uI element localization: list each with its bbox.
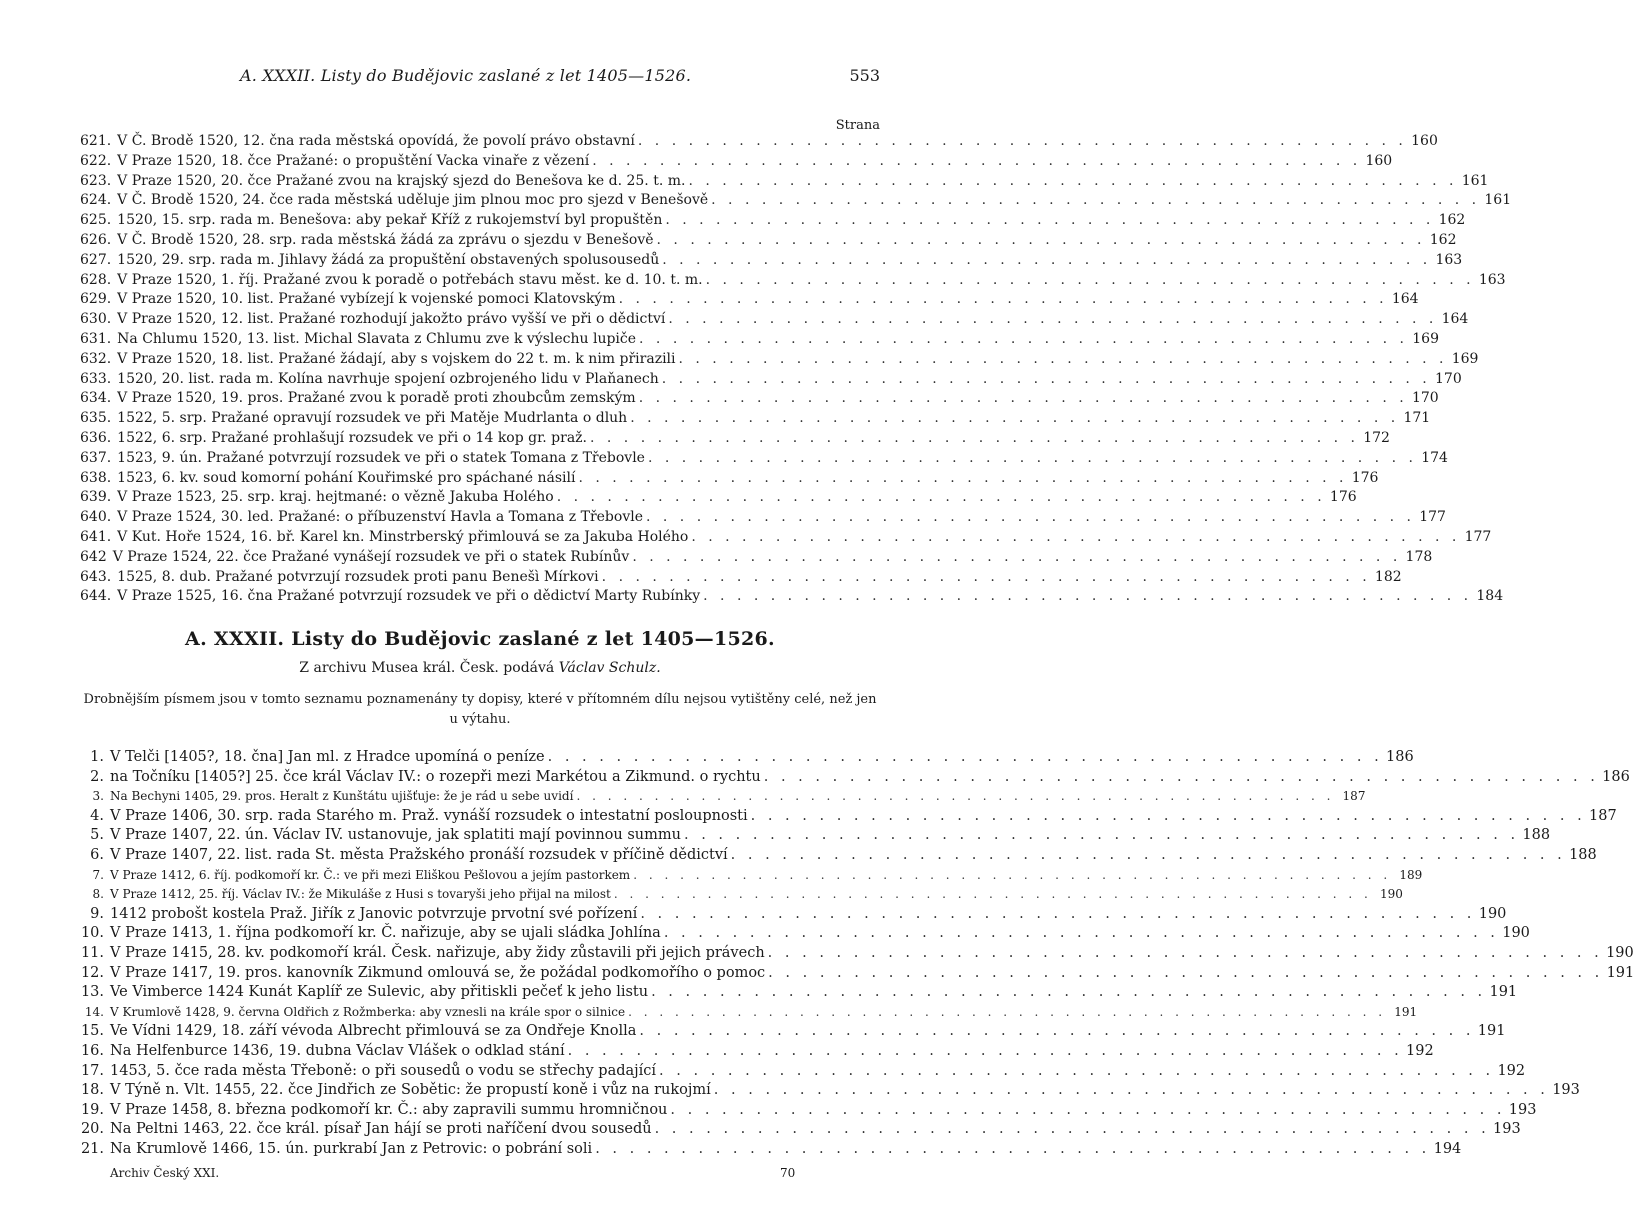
toc-entry-number: 637.	[80, 449, 112, 466]
toc-entry	[80, 172, 1489, 192]
toc-entry-page: 192	[1406, 1042, 1434, 1059]
toc-entry-text: V Č. Brodě 1520, 12. čna rada městská opovídá, že povolí právo obstavní	[117, 133, 635, 149]
leader-dots	[706, 271, 1475, 290]
toc-entry-number: 638.	[80, 469, 112, 486]
toc-entry	[80, 866, 1423, 886]
toc-entry-text: 1520, 20. list. rada m. Kolína navrhuje spojení ozbrojeného lidu v Plaňanech	[117, 370, 659, 387]
toc-entry-text: 1523, 9. ún. Pražané potvrzují rozsudek ve při o statek Tomana z Třebovle	[117, 449, 645, 466]
toc-entry-page: 162	[1438, 212, 1466, 229]
toc-entry-page: 164	[1441, 311, 1469, 328]
toc-entry-text: V Praze 1520, 1. říj. Pražané zvou k poradě o potřebách stavu měst. ke d. 10. t. m.	[117, 271, 703, 288]
toc-entry-page: 189	[1399, 867, 1423, 882]
leader-dots	[691, 528, 1460, 547]
toc-entry-text: 1453, 5. čce rada města Třeboně: o při sousedů o vodu se střechy padající	[110, 1062, 657, 1079]
toc-entry	[80, 1003, 1418, 1023]
toc-entry-page: 163	[1435, 251, 1463, 268]
toc-entry	[80, 826, 1551, 846]
toc-entry-number: 10.	[80, 925, 104, 942]
toc-entry-text: 1525, 8. dub. Pražané potvrzují rozsudek proti panu Benešì Mírkovi	[117, 568, 599, 585]
toc-entry-number: 641.	[80, 528, 112, 545]
leader-dots	[614, 885, 1372, 904]
toc-entry-text: 1522, 6. srp. Pražané prohlašují rozsudek ve při o 14 kop gr. praž.	[117, 429, 587, 446]
toc-entry-page: 161	[1484, 192, 1512, 209]
toc-entry-text: V Praze 1413, 1. října podkomoří kr. Č. nařizuje, aby se ujali sládka Johlína	[110, 925, 661, 942]
leader-dots	[557, 488, 1326, 507]
leader-dots	[679, 350, 1448, 369]
leader-dots	[768, 964, 1603, 983]
toc-entry	[80, 964, 1634, 984]
leader-dots	[592, 152, 1361, 171]
toc-entry-text: V Praze 1524, 30. led. Pražané: o příbuzenství Havla a Tomana z Třebovle	[117, 509, 643, 526]
toc-entry-number: 626.	[80, 231, 112, 248]
toc-entry-page: 188	[1522, 827, 1551, 844]
toc-entry	[80, 469, 1379, 489]
toc-entry	[80, 429, 1390, 449]
toc-entry-text: V Praze 1520, 10. list. Pražané vybízejí k vojenské pomoci Klatovským	[117, 291, 616, 308]
toc-entry	[80, 152, 1393, 172]
toc-entry-number: 624.	[80, 192, 112, 209]
toc-entry-number: 633.	[80, 370, 112, 387]
toc-entry	[80, 1140, 1462, 1160]
toc-entry-page: 193	[1508, 1101, 1537, 1118]
toc-entry-text: 1412 probošt kostela Praž. Jiřík z Janovic potvrzuje prvotní své pořízení	[110, 905, 638, 922]
footer-signature: Archiv Český XXI.	[110, 1166, 220, 1180]
toc-entry-page: 193	[1552, 1082, 1580, 1099]
toc-entry	[80, 290, 1419, 310]
leader-dots	[632, 548, 1401, 567]
toc-entry-number: 17.	[80, 1062, 104, 1079]
leader-dots	[659, 1062, 1494, 1081]
toc-entry-number: 642	[80, 548, 107, 565]
leader-dots	[688, 172, 1457, 191]
leader-dots	[668, 310, 1437, 329]
toc-entry	[80, 528, 1492, 548]
toc-entry-number: 636.	[80, 429, 112, 446]
toc-entry-text: V Praze 1520, 18. list. Pražané žádají, aby s vojskem do 22 t. m. k nim přirazili	[117, 350, 676, 367]
leader-dots	[578, 469, 1347, 488]
leader-dots	[665, 211, 1434, 230]
toc-entry	[80, 768, 1630, 788]
toc-entry-text: 1523, 6. kv. soud komorní pohání Kouřimské pro spáchané násilí	[117, 469, 576, 486]
toc-entry-text: V Praze 1412, 25. říj. Václav IV.: že Mikuláše z Husi s tovaryši jeho přijal na milost	[110, 887, 611, 902]
toc-entry-page: 191	[1489, 984, 1518, 1001]
toc-entry-number: 631.	[80, 330, 112, 347]
toc-entry-text: Na Chlumu 1520, 13. list. Michal Slavata z Chlumu zve k výslechu lupiče	[117, 330, 637, 347]
toc-entry-text: V Praze 1524, 22. čce Pražané vynášejí rozsudek ve při o statek Rubínův	[112, 548, 630, 565]
toc-entry-number: 14.	[84, 1004, 104, 1019]
toc-entry	[80, 748, 1414, 768]
toc-entry-text: V Praze 1406, 30. srp. rada Starého m. Praž. vynáší rozsudek o intestatní posloupnosti	[110, 807, 748, 824]
toc-entry-page: 182	[1374, 568, 1402, 585]
toc-entry-page: 186	[1386, 749, 1414, 765]
toc-entry-page: 160	[1411, 133, 1438, 149]
toc-entry-page: 191	[1477, 1023, 1506, 1040]
toc-entry	[80, 587, 1504, 607]
toc-entry-page: 170	[1411, 390, 1439, 407]
toc-entry-number: 4.	[90, 807, 104, 824]
toc-entry-page: 190	[1379, 887, 1403, 902]
leader-dots	[670, 1101, 1505, 1120]
section-source	[0, 660, 960, 676]
toc-entry-number: 20.	[80, 1121, 104, 1138]
toc-entry-text: 1520, 29. srp. rada m. Jihlavy žádá za propuštění obstavených spolusousedů	[117, 251, 660, 268]
toc-entry-number: 12.	[80, 964, 104, 981]
toc-entry-text: V Praze 1415, 28. kv. podkomoří král. Česk. nařizuje, aby židy zůstavili při jejich právech	[110, 944, 765, 961]
page-footer	[0, 1166, 960, 1186]
toc-entry-number: 628.	[80, 271, 112, 288]
toc-entry-number: 7.	[92, 867, 104, 882]
toc-entry	[80, 846, 1597, 866]
leader-dots	[595, 1140, 1430, 1159]
toc-entry-text: V Krumlově 1428, 9. června Oldřich z Rožmberka: aby vznesli na krále spor o silnice	[110, 1004, 626, 1019]
leader-dots	[633, 866, 1391, 885]
toc-entry-page: 190	[1478, 905, 1507, 922]
toc-entry-number: 18.	[80, 1082, 104, 1099]
leader-dots	[684, 826, 1519, 845]
leader-dots	[714, 1081, 1549, 1100]
toc-entry-number: 21.	[80, 1140, 104, 1157]
toc-entry-page: 187	[1589, 807, 1617, 824]
toc-entry-page: 191	[1394, 1004, 1418, 1019]
toc-entry-page: 163	[1478, 271, 1506, 288]
toc-entry-number: 630.	[80, 311, 112, 328]
toc-entry-number: 634.	[80, 390, 112, 407]
toc-entry-text: V Praze 1458, 8. března podkomoří kr. Č.: aby zapravili summu hromničnou	[110, 1101, 668, 1118]
toc-entry-number: 2.	[90, 768, 104, 785]
toc-entry-text: V Praze 1525, 16. čna Pražané potvrzují rozsudek ve při o dědictví Marty Rubínky	[117, 588, 701, 605]
toc-entry-text: Ve Vimberce 1424 Kunát Kaplíř ze Sulevic, aby přitiskli pečeť k jeho listu	[110, 984, 649, 1001]
toc-entry-page: 160	[1365, 152, 1393, 169]
leader-dots	[711, 191, 1480, 210]
toc-entry-number: 3.	[92, 789, 104, 804]
toc-entry-page: 176	[1329, 489, 1357, 506]
toc-entry-text: V Praze 1407, 22. ún. Václav IV. ustanovuje, jak splatiti mají povinnou summu	[110, 827, 681, 844]
toc-entry	[80, 271, 1506, 291]
toc-entry-text: V Praze 1523, 25. srp. kraj. hejtmané: o vězně Jakuba Holého	[117, 489, 554, 506]
toc-entry-page: 169	[1412, 330, 1439, 347]
toc-entry	[80, 251, 1463, 271]
toc-entry-number: 632.	[80, 350, 112, 367]
leader-dots	[646, 508, 1415, 527]
toc-entry-number: 644.	[80, 588, 112, 605]
toc-entry-page: 176	[1351, 469, 1379, 486]
source-author: Václav Schulz.	[558, 660, 661, 676]
toc-entry-number: 635.	[80, 410, 112, 427]
toc-entry	[80, 1042, 1434, 1062]
leader-dots	[639, 389, 1408, 408]
running-title: A. XXXII. Listy do Budějovic zaslané z let 1405—1526.	[240, 66, 692, 85]
toc-entry-text: V Praze 1520, 20. čce Pražané zvou na krajský sjezd do Benešova ke d. 25. t. m.	[117, 172, 686, 189]
toc-entry-page: 184	[1476, 588, 1504, 605]
toc-entry-text: V Praze 1520, 18. čce Pražané: o propuštění Vacka vinaře z vězení	[117, 152, 590, 169]
toc-entry-page: 164	[1391, 291, 1419, 308]
toc-entry	[80, 132, 1438, 152]
toc-entry-text: V Č. Brodě 1520, 24. čce rada městská uděluje jim plnou moc pro sjezd v Benešově	[117, 192, 709, 209]
leader-dots	[639, 1022, 1474, 1041]
toc-entry-text: Na Peltni 1463, 22. čce král. písař Jan hájí se proti naříčení dvou sousedů	[110, 1121, 652, 1138]
leader-dots	[651, 983, 1486, 1002]
toc-entry-text: Ve Vídni 1429, 18. září vévoda Albrecht přimlouvá se za Ondřeje Knolla	[110, 1023, 637, 1040]
toc-entry-number: 19.	[80, 1101, 104, 1118]
leader-dots	[568, 1042, 1403, 1061]
toc-entry-number: 13.	[80, 984, 104, 1001]
toc-entry	[80, 548, 1433, 568]
toc-entry-page: 193	[1493, 1121, 1521, 1138]
toc-entry-number: 627.	[80, 251, 112, 268]
toc-entry-page: 170	[1435, 370, 1462, 387]
toc-entry	[80, 1062, 1526, 1082]
leader-dots	[638, 132, 1407, 151]
toc-entry	[80, 787, 1366, 807]
leader-dots	[619, 290, 1388, 309]
leader-dots	[655, 1120, 1490, 1139]
toc-entry-text: V Praze 1417, 19. pros. kanovník Zikmund omlouvá se, že požádal podkomořího o pomoc	[110, 964, 766, 981]
toc-entry	[80, 350, 1479, 370]
toc-entry	[80, 905, 1507, 925]
toc-entry	[80, 231, 1457, 251]
leader-dots	[576, 787, 1334, 806]
source-prefix: Z archivu Musea král. Česk. podává	[299, 660, 555, 676]
toc-entry	[80, 330, 1439, 350]
toc-entry-number: 639.	[80, 489, 112, 506]
toc-entry	[80, 370, 1462, 390]
leader-dots	[764, 768, 1599, 787]
toc-entry-text: V Č. Brodě 1520, 28. srp. rada městská žádá za zprávu o sjezdu v Benešově	[117, 231, 654, 248]
toc-entry-page: 169	[1451, 350, 1479, 367]
page-column-label: Strana	[835, 118, 880, 133]
toc-entry-page: 162	[1429, 231, 1457, 248]
toc-entry	[80, 807, 1617, 827]
leader-dots	[628, 1003, 1386, 1022]
toc-entry	[80, 310, 1469, 330]
toc-entry	[80, 983, 1518, 1003]
toc-entry	[80, 1101, 1537, 1121]
toc-entry-page: 192	[1497, 1062, 1526, 1079]
toc-entry-page: 174	[1421, 449, 1448, 466]
toc-entry-text: V Praze 1520, 19. pros. Pražané zvou k poradě proti zhoubcům zemským	[117, 390, 636, 407]
toc-entry-number: 625.	[80, 212, 112, 229]
toc-entry	[80, 1120, 1521, 1140]
toc-entry	[80, 885, 1403, 905]
leader-dots	[731, 846, 1566, 865]
toc-entry-number: 8.	[92, 887, 104, 902]
leader-dots	[639, 330, 1408, 349]
leader-dots	[662, 251, 1431, 270]
toc-entry-page: 190	[1606, 944, 1634, 961]
toc-entry-text: V Týně n. Vlt. 1455, 22. čce Jindřich ze Sobětic: že propustí koně i vůz na rukojmí	[110, 1082, 711, 1099]
page-number: 553	[849, 66, 880, 85]
section-title: A. XXXII. Listy do Budějovic zaslané z let 1405—1526.	[185, 628, 775, 650]
toc-entry-page: 186	[1602, 768, 1630, 785]
toc-entry-text: V Praze 1412, 6. říj. podkomoří kr. Č.: ve při mezi Eliškou Pešlovou a jejím pastorkem	[110, 867, 631, 882]
toc-entry-page: 178	[1405, 548, 1433, 565]
leader-dots	[662, 370, 1431, 389]
toc-entry-number: 621.	[80, 133, 112, 149]
toc-entry-page: 161	[1461, 172, 1489, 189]
toc-entry-page: 172	[1363, 429, 1390, 446]
toc-entry-number: 15.	[80, 1023, 104, 1040]
toc-entry-page: 187	[1342, 789, 1366, 804]
toc-entry	[80, 1022, 1506, 1042]
toc-entry	[80, 449, 1448, 469]
toc-entry-number: 622.	[80, 152, 112, 169]
toc-entry-page: 177	[1419, 509, 1446, 526]
leader-dots	[630, 409, 1399, 428]
leader-dots	[548, 748, 1383, 767]
toc-entry	[80, 924, 1530, 944]
leader-dots	[768, 944, 1603, 963]
toc-entry-number: 643.	[80, 568, 112, 585]
toc-entry	[80, 944, 1634, 964]
toc-entry-text: V Kut. Hoře 1524, 16. bř. Karel kn. Minstrberský přimlouvá se za Jakuba Holého	[117, 528, 689, 545]
toc-entry-page: 171	[1403, 410, 1431, 427]
toc-entry-text: Na Bechyni 1405, 29. pros. Heralt z Kunštátu ujišťuje: že je rád u sebe uvidí	[110, 789, 574, 804]
footer-sheet-number: 70	[780, 1166, 796, 1180]
toc-entry-text: V Praze 1520, 12. list. Pražané rozhodují jakožto právo vyšší ve při o dědictví	[117, 311, 666, 328]
toc-entry-number: 623.	[80, 172, 112, 189]
toc-entry	[80, 389, 1439, 409]
toc-entry-number: 1.	[90, 749, 104, 765]
toc-entry-number: 5.	[90, 827, 104, 844]
toc-entry-number: 640.	[80, 509, 112, 526]
toc-entry	[80, 191, 1512, 211]
toc-entry-number: 11.	[80, 944, 104, 961]
toc-entry-text: na Točníku [1405?] 25. čce král Václav IV.: o rozepři mezi Markétou a Zikmund. o rychtu	[110, 768, 761, 785]
leader-dots	[602, 568, 1371, 587]
leader-dots	[648, 449, 1417, 468]
toc-entry-number: 6.	[90, 846, 104, 863]
leader-dots	[751, 807, 1586, 826]
toc-entry-text: 1522, 5. srp. Pražané opravují rozsudek ve při Matěje Mudrlanta o dluh	[117, 410, 628, 427]
toc-entry-text: Na Krumlově 1466, 15. ún. purkrabí Jan z Petrovic: o pobrání soli	[110, 1140, 593, 1157]
leader-dots	[703, 587, 1472, 606]
toc-entry	[80, 1081, 1580, 1101]
toc-entry-page: 190	[1502, 925, 1530, 942]
toc-entry	[80, 508, 1446, 528]
toc-entry	[80, 568, 1402, 588]
toc-entry-text: V Praze 1407, 22. list. rada St. města Pražského pronáší rozsudek v příčině dědictví	[110, 846, 728, 863]
leader-dots	[664, 924, 1499, 943]
toc-top-list	[80, 132, 1512, 607]
toc-entry-number: 16.	[80, 1042, 104, 1059]
toc-entry-page: 188	[1569, 846, 1597, 863]
toc-entry-page: 177	[1464, 528, 1492, 545]
leader-dots	[657, 231, 1426, 250]
toc-entry-number: 9.	[90, 905, 104, 922]
running-header	[0, 66, 960, 90]
toc-entry-page: 194	[1433, 1140, 1462, 1157]
toc-entry-text: 1520, 15. srp. rada m. Benešova: aby pekař Kříž z rukojemství byl propuštěn	[117, 212, 663, 229]
toc-entry	[80, 211, 1466, 231]
toc-entry-number: 629.	[80, 291, 112, 308]
toc-entry	[80, 409, 1431, 429]
toc-entry-page: 191	[1606, 964, 1634, 981]
toc-bottom-list	[80, 748, 1634, 1159]
leader-dots	[640, 905, 1475, 924]
leader-dots	[590, 429, 1359, 448]
toc-entry-text: Na Helfenburce 1436, 19. dubna Václav Vlášek o odklad stání	[110, 1042, 565, 1059]
toc-entry	[80, 488, 1357, 508]
section-note: Drobnějším písmem jsou v tomto seznamu poznamenány ty dopisy, které v přítomném dílu nejsou vytištěny celé, než jen u výtahu.	[83, 692, 877, 727]
toc-entry-text: V Telči [1405?, 18. čna] Jan ml. z Hradce upomíná o peníze	[110, 749, 545, 765]
